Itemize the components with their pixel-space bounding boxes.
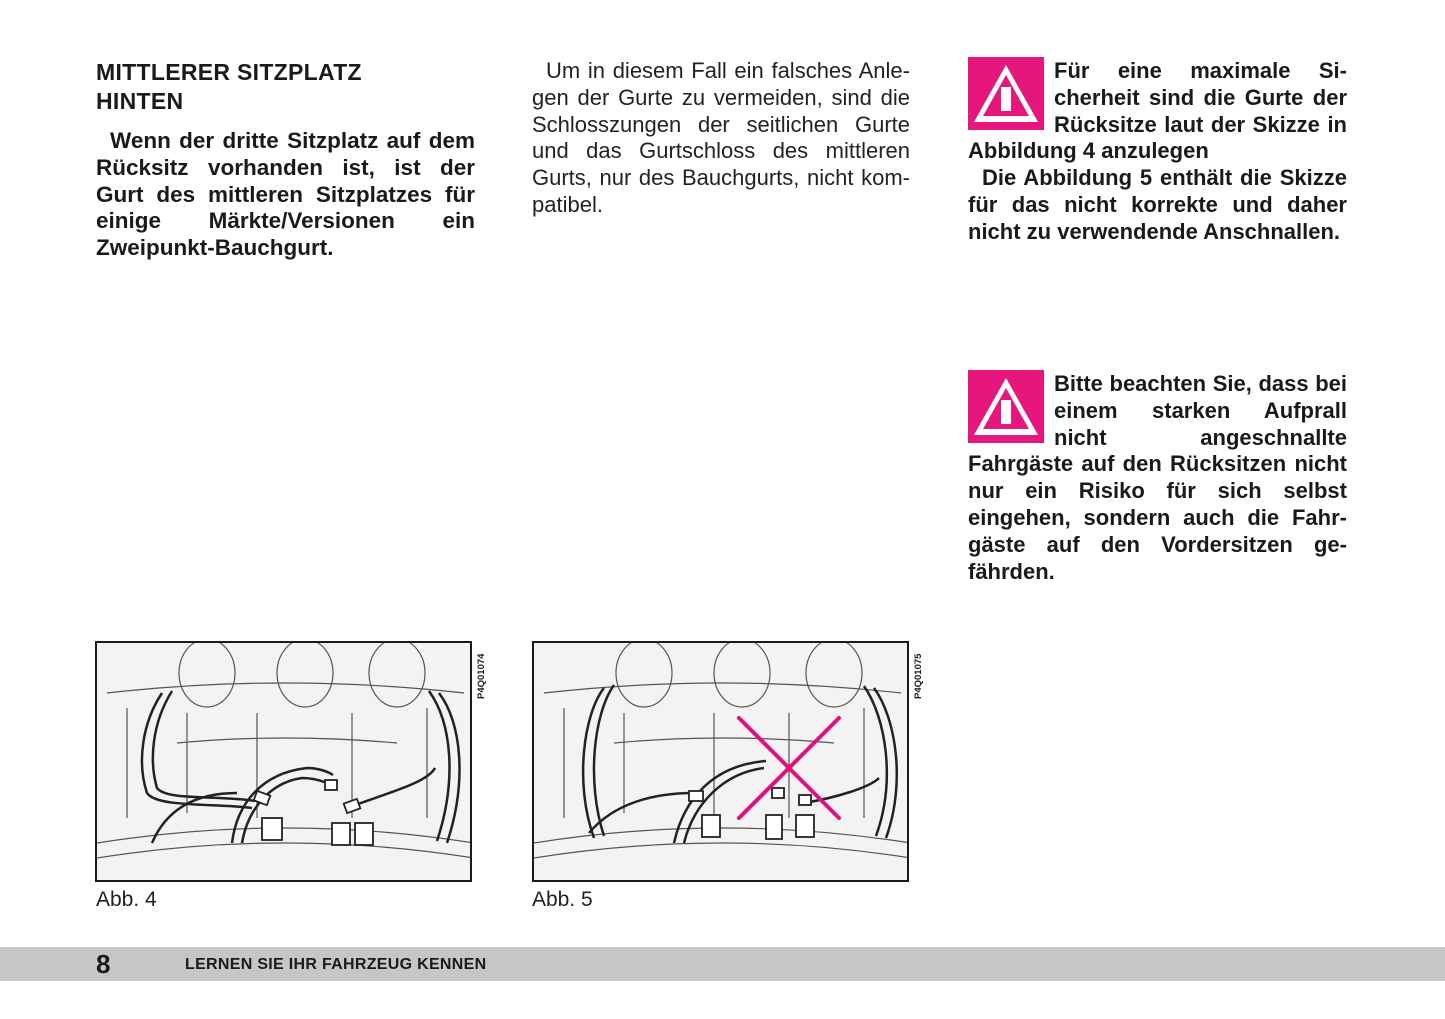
figure-4-caption: Abb. 4 bbox=[96, 888, 157, 911]
warning-block-1 bbox=[968, 58, 1347, 246]
warning-1-text-2: Die Abbildung 5 enthält die Skizze für das nicht korrekte und daher nicht zu verwendende Anschnallen. bbox=[968, 165, 1347, 244]
heading-line-2: HINTEN bbox=[96, 88, 184, 114]
figure-5-caption: Abb. 5 bbox=[532, 888, 593, 911]
warning-2-text: Bitte beachten Sie, dass bei einem starken Aufprall nicht angeschnallte Fahrgäste auf den Rücksitzen nicht nur ein Risiko für sich selbst eingehen, sondern auch die Fahrgäste auf den Vordersitzen gefährden. bbox=[968, 371, 1347, 584]
explanation-paragraph: Um in diesem Fall ein falsches Anlegen der Gurte zu vermeiden, sind die Schlosszungen der seitlichen Gurte und das Gurtschloss des mittleren Gurts, nur des Bauchgurts, nicht kompatibel. bbox=[532, 58, 910, 217]
page-number: 8 bbox=[96, 949, 111, 979]
figure-4-code: P4Q01074 bbox=[476, 653, 487, 699]
intro-paragraph: Wenn der dritte Sitzplatz auf dem Rücksitz vorhanden ist, ist der Gurt des mittleren Sitzplatzes für einige Märkte/Versionen ein Zweipunkt-Bauchgurt. bbox=[96, 128, 475, 261]
page-footer bbox=[0, 947, 1445, 981]
warning-block-2 bbox=[968, 371, 1347, 585]
footer-section-title: LERNEN SIE IHR FAHRZEUG KENNEN bbox=[185, 956, 487, 973]
warning-triangle-icon bbox=[968, 370, 1044, 443]
warning-1-text: Für eine maximale Sicherheit sind die Gurte der Rücksitze laut der Skizze in Abbildung 4 anzulegen bbox=[968, 58, 1347, 164]
heading-line-1: MITTLERER SITZPLATZ bbox=[96, 59, 362, 85]
figure-5-illustration bbox=[532, 641, 909, 882]
figure-4-illustration bbox=[95, 641, 472, 882]
figure-5-code: P4Q01075 bbox=[913, 653, 924, 699]
warning-triangle-icon bbox=[968, 57, 1044, 130]
section-heading bbox=[96, 58, 476, 116]
